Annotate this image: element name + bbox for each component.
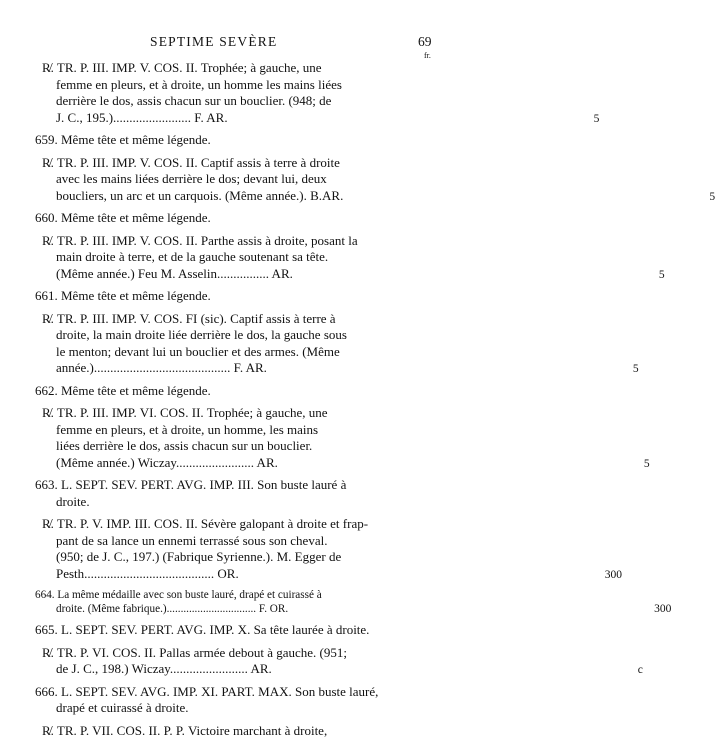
entry-text: 665. L. SEPT. SEV. PERT. AVG. IMP. X. Sa tête laurée à droite.: [35, 622, 370, 637]
entry-line: [0, 494, 446, 511]
catalog-entry: [0, 644, 643, 678]
entry-line: [0, 405, 446, 422]
price-value: 5: [632, 363, 639, 375]
entry-line: [0, 187, 715, 205]
entry-text: boucliers, un arc et un carquois. (Même année.). B.AR.: [56, 187, 344, 203]
entry-line: [0, 233, 446, 250]
entry-line: [0, 155, 446, 172]
entry-line: [0, 438, 446, 455]
entry-text: droite.: [56, 493, 90, 509]
entry-line: [0, 454, 650, 472]
catalog-entry: [0, 310, 639, 377]
entry-text: R̸. TR. P. III. IMP. V. COS. II. Trophée; à gauche, une: [42, 60, 322, 75]
catalog-entry: [0, 723, 446, 740]
entry-text: 660. Même tête et même légende.: [35, 210, 211, 225]
catalog-entry: [0, 405, 650, 471]
page-number: 69: [418, 34, 432, 49]
entry-line: [0, 171, 446, 188]
entry-line: [0, 210, 446, 227]
page-header: [0, 34, 446, 60]
catalog-entry: [0, 622, 446, 639]
entry-line: [0, 645, 446, 662]
entry-text: droite, la main droite liée derrière le dos, la gauche sous: [56, 327, 347, 342]
entry-line: [0, 661, 643, 678]
entry-line: [0, 288, 446, 305]
catalog-entry: [0, 232, 665, 283]
entry-text: 666. L. SEPT. SEV. AVG. IMP. XI. PART. MAX. Son buste lauré,: [35, 683, 379, 699]
entry-line: [0, 565, 622, 583]
entry-text: R̸. TR. P. VI. COS. II. Pallas armée debout à gauche. (951;: [42, 644, 347, 660]
entry-line: [0, 109, 600, 127]
entry-line: [0, 265, 665, 283]
catalog-body: [0, 60, 715, 745]
entry-line: [0, 422, 446, 439]
entry-line: [0, 327, 446, 344]
entry-line: [0, 622, 446, 639]
entry-text: femme en pleurs, et à droite, un homme, les mains: [56, 421, 319, 437]
entry-line: [0, 588, 446, 602]
entry-text: 661. Même tête et même légende.: [35, 288, 211, 303]
entry-text: (Même année.) Feu M. Asselin................ AR.: [56, 265, 293, 281]
entry-text: 663. L. SEPT. SEV. PERT. AVG. IMP. III. Son buste lauré à: [35, 477, 347, 492]
entry-line: [0, 60, 446, 77]
entry-text: droite. (Même fabrique.)................................ F. OR.: [56, 603, 289, 615]
entry-text: pant de sa lance un ennemi terrassé sous son cheval.: [56, 532, 328, 548]
entry-text: R̸. TR. P. V. IMP. III. COS. II. Sévère galopant à droite et frap-: [42, 516, 369, 531]
entry-line: [0, 77, 446, 94]
entry-text: 659. Même tête et même légende.: [35, 132, 211, 147]
entry-text: année.).......................................... F. AR.: [56, 360, 267, 375]
entry-line: [0, 93, 446, 110]
entry-line: [0, 549, 446, 566]
entry-text: R̸. TR. P. III. IMP. V. COS. II. Captif assis à terre à droite: [42, 154, 340, 170]
price-value: 5: [709, 190, 715, 203]
price-value: 300: [654, 603, 672, 615]
entry-text: 662. Même tête et même légende.: [35, 382, 211, 398]
entry-text: R̸. TR. P. III. IMP. V. COS. FI (sic). Captif assis à terre à: [42, 310, 336, 326]
catalog-entry: [0, 383, 446, 400]
entry-text: Pesth........................................ OR.: [56, 565, 239, 581]
running-title: SEPTIME SEVÈRE: [150, 34, 278, 49]
entry-line: [0, 477, 446, 494]
entry-line: [0, 249, 446, 266]
entry-text: femme en pleurs, et à droite, un homme les mains liées: [56, 76, 342, 92]
entry-line: [0, 533, 446, 550]
entry-text: R̸. TR. P. III. IMP. V. COS. II. Parthe assis à droite, posant la: [42, 232, 358, 248]
price-value: 5: [658, 268, 665, 281]
catalog-entry: [0, 516, 622, 582]
currency-unit: fr.: [424, 51, 431, 60]
entry-line: [0, 516, 446, 533]
entry-text: R̸. TR. P. III. IMP. VI. COS. II. Trophée; à gauche, une: [42, 405, 328, 420]
entry-line: [0, 344, 446, 361]
entry-line: [0, 723, 446, 740]
price-value: 5: [643, 457, 650, 470]
entry-text: drapé et cuirassé à droite.: [56, 700, 189, 715]
entry-text: (950; de J. C., 197.) (Fabrique Syrienne.). M. Egger de: [56, 549, 342, 564]
entry-line: [0, 132, 446, 149]
entry-text: 664. La même médaille avec son buste lauré, drapé et cuirassé à: [35, 589, 322, 601]
catalog-entry: [0, 210, 446, 227]
entry-text: de J. C., 198.) Wiczay........................ AR.: [56, 661, 272, 676]
entry-text: (Même année.) Wiczay........................ AR.: [56, 454, 278, 470]
price-value: c: [637, 664, 643, 676]
entry-line: [0, 700, 446, 717]
entry-text: avec les mains liées derrière le dos; devant lui, deux: [56, 171, 327, 186]
catalog-entry: [0, 60, 600, 126]
catalog-entry: [0, 684, 446, 717]
price-value: 5: [593, 112, 600, 125]
catalog-entry: [0, 132, 446, 149]
entry-line: [0, 684, 446, 701]
catalog-entry: [0, 288, 446, 305]
catalog-entry: [0, 588, 672, 616]
price-value: 300: [604, 568, 622, 581]
entry-text: J. C., 195.)........................ F. AR.: [56, 109, 228, 125]
entry-text: derrière le dos, assis chacun sur un bouclier. (948; de: [56, 93, 332, 108]
entry-line: [0, 383, 446, 400]
entry-line: [0, 602, 672, 616]
entry-text: main droite à terre, et de la gauche soutenant sa tête.: [56, 249, 329, 264]
catalog-entry: [0, 477, 446, 510]
entry-text: liées derrière le dos, assis chacun sur un bouclier.: [56, 438, 313, 453]
entry-text: le menton; devant lui un bouclier et des armes. (Même: [56, 343, 340, 359]
entry-text: R̸. TR. P. VII. COS. II. P. P. Victoire marchant à droite,: [42, 722, 328, 738]
entry-line: [0, 311, 446, 328]
entry-line: [0, 360, 639, 377]
catalog-entry: [0, 154, 715, 205]
